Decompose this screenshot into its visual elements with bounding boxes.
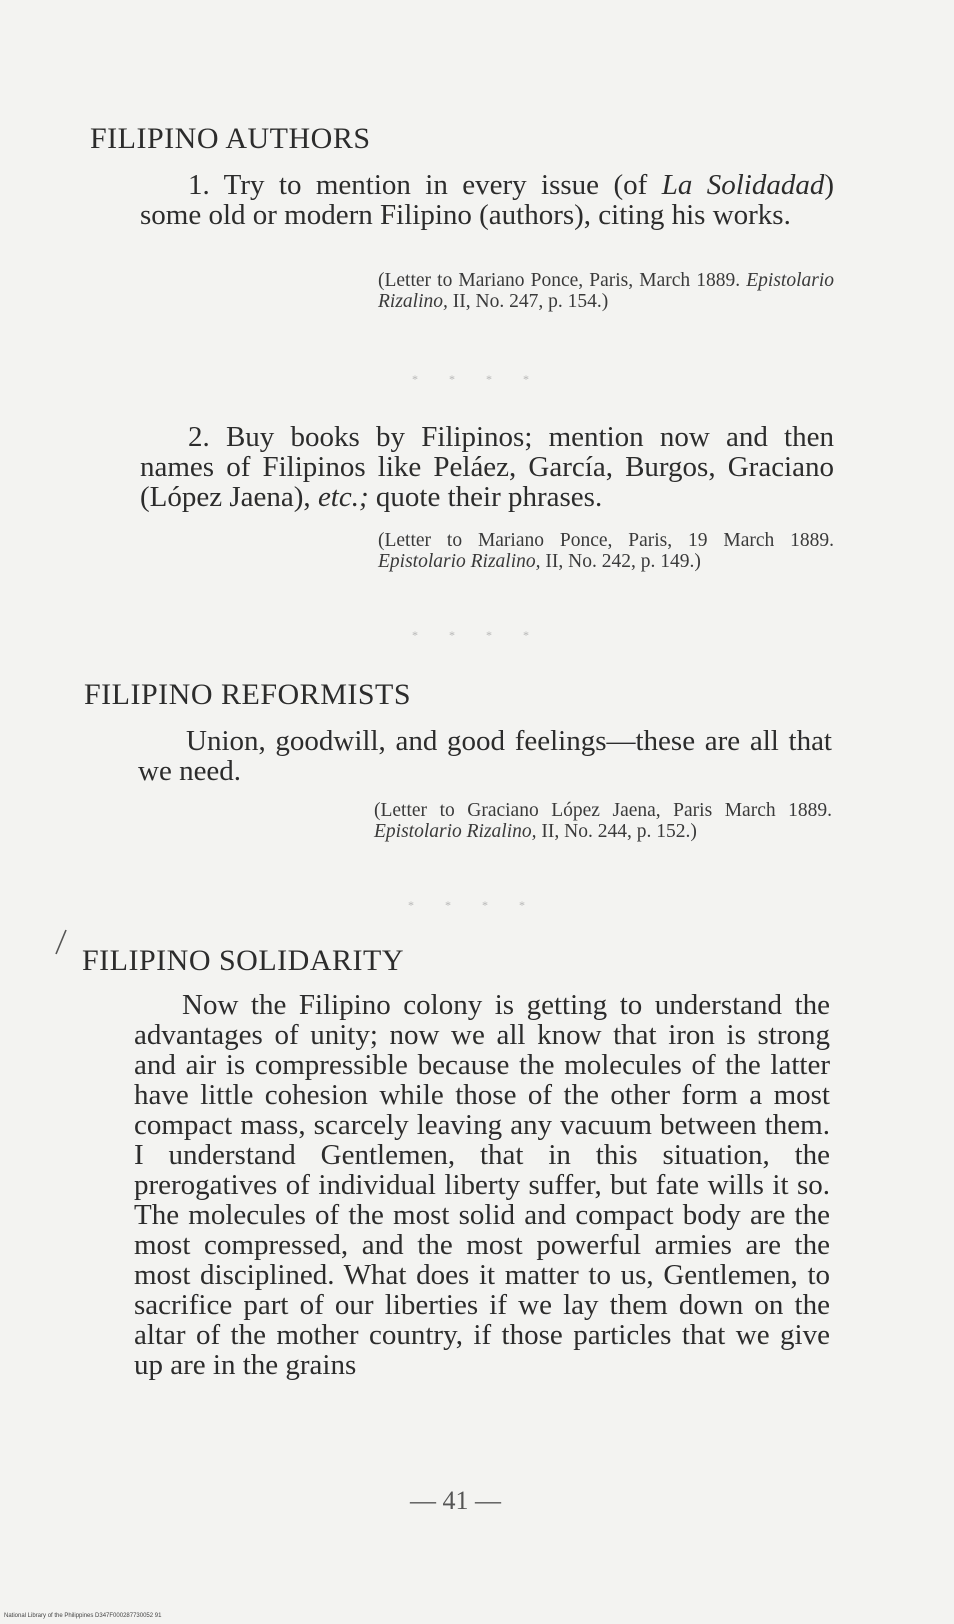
citation-text: II, No. 242, p. 149.) — [540, 551, 701, 572]
paragraph-authors-1 — [140, 170, 834, 230]
citation-authors-2 — [378, 530, 834, 572]
section-separator: * * * * — [412, 628, 543, 642]
pencil-mark — [52, 928, 70, 956]
paragraph-text: 1. Try to mention in every issue (of — [188, 169, 662, 201]
citation-text: (Letter to Mariano Ponce, Paris, March 1889. — [378, 270, 747, 291]
citation-reformists — [374, 800, 832, 842]
paragraph-authors-2 — [140, 422, 834, 512]
citation-text: (Letter to Graciano López Jaena, Paris March 1889. — [374, 800, 832, 821]
paragraph-text: 2. Buy books by Filipinos; mention now and then names of Filipinos like Peláez, García, Burgos, Graciano (López Jaena), — [140, 421, 834, 513]
paragraph-solidarity — [134, 990, 830, 1380]
footer-library-stamp: National Library of the Philippines D347F000287730052 91 — [4, 1613, 162, 1619]
paragraph-italic-text: etc.; — [317, 481, 369, 513]
paragraph-italic-text: La Solidadad — [661, 169, 825, 201]
paragraph-reformists — [138, 726, 832, 786]
paragraph-text: Now the Filipino colony is getting to understand the advantages of unity; now we all know that iron is strong and air is compressible because the molecules of the latter have little cohesion while those of the other form a most compact mass, scarcely leaving any vacuum between them. I understand Gentlemen, that in this situation, the prerogatives of individual liberty suffer, but fate wills it so. The molecules of the most solid and compact body are the most compressed, and the most powerful armies are the most disciplined. What does it matter to us, Gentlemen, to sacrifice part of our liberties if we lay them down on the altar of the mother country, if those particles that we give up are in the grains — [134, 989, 830, 1381]
citation-italic-text: Epistolario Rizalino, — [378, 270, 834, 312]
section-separator: * * * * — [412, 372, 543, 386]
citation-italic-text: Epistolario Rizalino, — [378, 551, 541, 572]
citation-text: II, No. 247, p. 154.) — [447, 291, 609, 312]
paragraph-text: ) some old or modern Filipino (authors), citing his works. — [140, 169, 835, 231]
section-separator: * * * * — [408, 898, 539, 912]
heading-filipino-solidarity: FILIPINO SOLIDARITY — [82, 944, 404, 977]
citation-text: (Letter to Mariano Ponce, Paris, 19 March 1889. — [378, 530, 834, 551]
citation-italic-text: Epistolario Rizalino, — [374, 821, 537, 842]
paragraph-text: quote their phrases. — [368, 481, 603, 513]
citation-authors-1 — [378, 270, 834, 312]
citation-text: II, No. 244, p. 152.) — [536, 821, 697, 842]
page-number: — 41 — — [410, 1486, 501, 1515]
heading-filipino-authors: FILIPINO AUTHORS — [90, 122, 371, 155]
heading-filipino-reformists: FILIPINO REFORMISTS — [84, 678, 412, 711]
paragraph-text: Union, goodwill, and good feelings—these are all that we need. — [138, 725, 832, 787]
